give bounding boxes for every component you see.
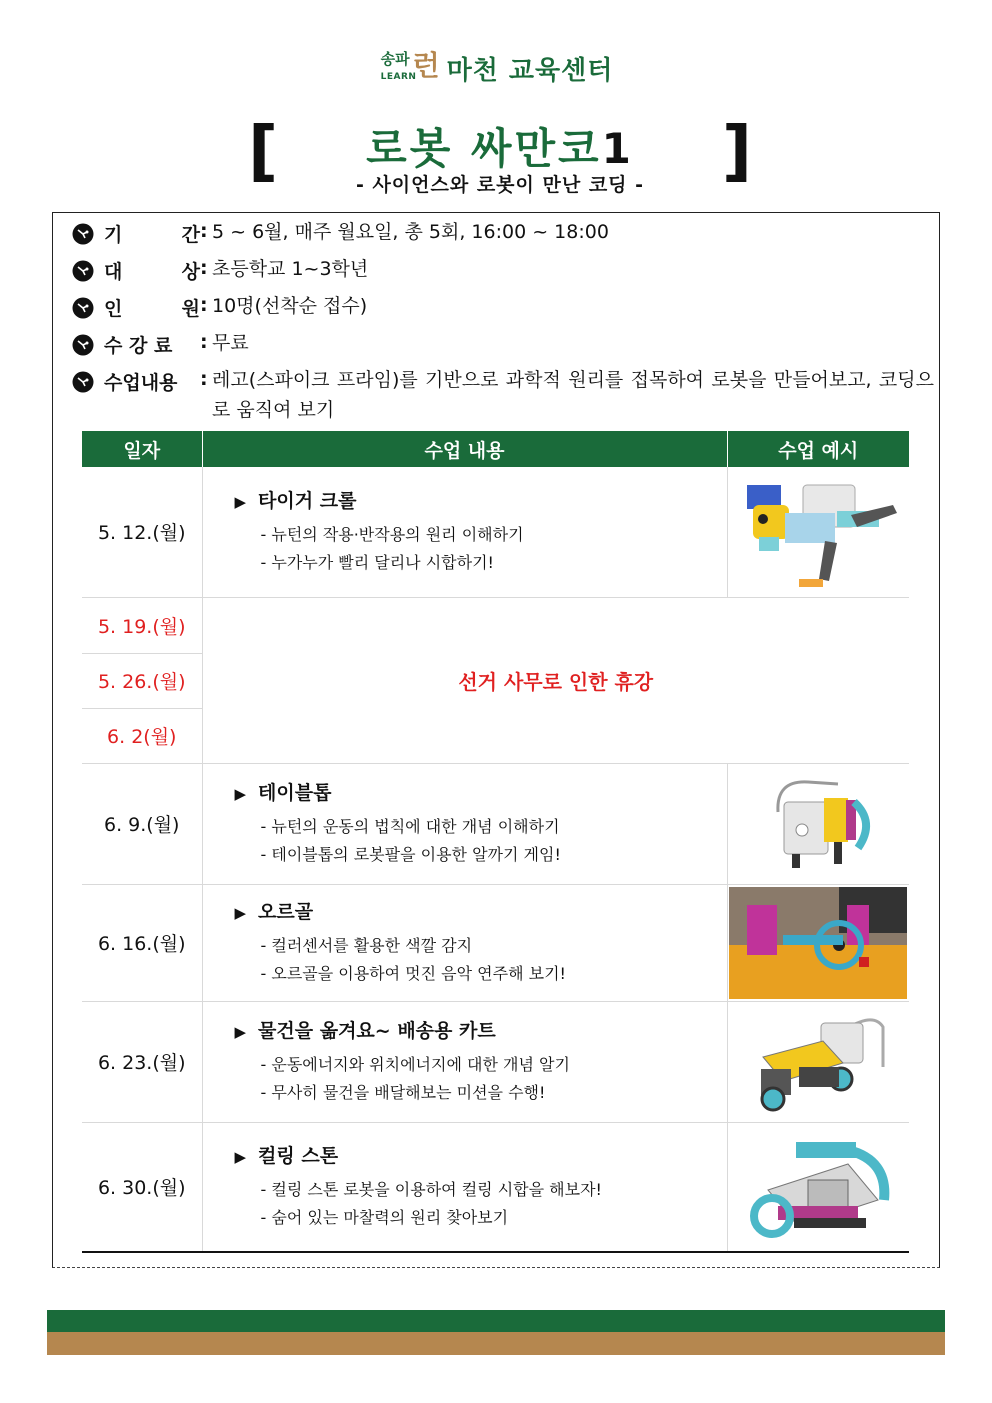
lesson-line: - 뉴턴의 작용·반작용의 원리 이해하기	[260, 525, 524, 545]
info-value: 무료	[212, 332, 249, 354]
wrench-bullet-icon	[72, 297, 94, 319]
play-arrow-icon: ▶	[234, 904, 247, 922]
play-arrow-icon: ▶	[234, 493, 247, 512]
row-content	[202, 1001, 727, 1122]
logo-big-text: 런	[412, 49, 440, 82]
header-example: 수업 예시	[727, 431, 909, 467]
music-box-robot-image	[729, 887, 907, 999]
info-row-capacity	[72, 294, 936, 331]
lesson-title: ▶ 물건을 옮겨요~ 배송용 카트	[234, 1020, 496, 1042]
info-colon: :	[200, 294, 208, 316]
row-date: 5. 26.(월)	[82, 653, 202, 708]
lesson-line: - 누가누가 빨리 달리나 시합하기!	[260, 553, 494, 573]
table-row	[82, 467, 909, 597]
info-colon: :	[200, 257, 208, 279]
songpa-learn-logo	[379, 48, 441, 88]
row-date: 6. 30.(월)	[82, 1122, 202, 1252]
header-content: 수업 내용	[202, 431, 727, 467]
lesson-line: - 컬러센서를 활용한 색깔 감지	[260, 936, 473, 955]
info-colon: :	[200, 368, 208, 390]
lesson-line: - 뉴턴의 운동의 법칙에 대한 개념 이해하기	[260, 817, 560, 836]
play-arrow-icon: ▶	[234, 1148, 247, 1167]
row-date: 6. 16.(월)	[82, 884, 202, 1001]
table-row	[82, 1001, 909, 1122]
info-label: 수업내용	[104, 372, 178, 394]
lesson-line: - 컬링 스톤 로봇을 이용하여 컬링 시합을 해보자!	[260, 1180, 602, 1200]
row-date: 6. 23.(월)	[82, 1001, 202, 1122]
info-value: 10명(선착순 접수)	[212, 295, 368, 317]
wrench-bullet-icon	[72, 223, 94, 245]
info-label: 기 간	[104, 224, 200, 246]
lesson-line: - 테이블톱의 로봇팔을 이용한 알까기 게임!	[260, 845, 561, 864]
row-content	[202, 467, 727, 597]
logo-learn-text: LEARN	[380, 72, 417, 82]
tiger-crawl-robot-image	[733, 471, 903, 593]
row-image	[727, 763, 909, 884]
wrench-bullet-icon	[72, 371, 94, 393]
curling-stone-robot-image	[738, 1130, 898, 1244]
info-colon: :	[200, 220, 208, 242]
play-arrow-icon: ▶	[234, 1023, 247, 1041]
holiday-notice: 선거 사무로 인한 휴강	[202, 597, 909, 763]
table-row	[82, 763, 909, 884]
header-logo	[0, 48, 992, 88]
title-bracket-left: [	[248, 112, 279, 189]
page-subtitle: - 사이언스와 로봇이 만난 코딩 -	[355, 174, 645, 196]
logo-top-text: 송파	[380, 50, 410, 68]
row-image	[727, 467, 909, 597]
title-block	[248, 112, 752, 196]
page-title-text: 로봇 싸만코	[366, 124, 602, 173]
lesson-line: - 오르골을 이용하여 멋진 음악 연주해 보기!	[260, 964, 566, 983]
row-image	[727, 1122, 909, 1252]
info-row-content	[72, 368, 936, 428]
delivery-cart-robot-image	[743, 1007, 893, 1117]
page-title	[248, 116, 752, 176]
row-date: 5. 12.(월)	[82, 467, 202, 597]
lesson-line: - 운동에너지와 위치에너지에 대한 개념 알기	[260, 1055, 570, 1074]
schedule-table	[82, 431, 909, 1253]
info-value: 레고(스파이크 프라임)를 기반으로 과학적 원리를 접목하여 로봇을 만들어보고, 코딩으로 움직여 보기	[212, 369, 934, 421]
row-content	[202, 1122, 727, 1252]
play-arrow-icon: ▶	[234, 785, 247, 803]
row-date: 5. 19.(월)	[82, 597, 202, 653]
lesson-title: ▶ 타이거 크롤	[234, 490, 357, 513]
row-image	[727, 884, 909, 1001]
lesson-title: ▶ 테이블톱	[234, 782, 332, 804]
info-row-target	[72, 257, 936, 294]
table-row	[82, 884, 909, 1001]
lesson-title: ▶ 오르골	[234, 901, 314, 923]
page-title-number: 1	[601, 124, 634, 173]
info-label: 수 강 료	[104, 335, 173, 357]
info-label: 인 원	[104, 298, 200, 320]
info-label: 대 상	[104, 261, 200, 283]
header-date: 일자	[82, 431, 202, 467]
center-name: 마천 교육센터	[446, 55, 614, 86]
row-content	[202, 884, 727, 1001]
info-value: 5 ~ 6월, 매주 월요일, 총 5회, 16:00 ~ 18:00	[212, 221, 609, 243]
table-row	[82, 597, 909, 653]
lesson-line: - 숨어 있는 마찰력의 원리 찾아보기	[260, 1208, 509, 1228]
lesson-line: - 무사히 물건을 배달해보는 미션을 수행!	[260, 1083, 546, 1102]
info-list	[72, 220, 936, 428]
table-header-row	[82, 431, 909, 467]
tabletop-robot-image	[758, 772, 878, 876]
footer-bar-green	[47, 1310, 945, 1332]
row-date: 6. 9.(월)	[82, 763, 202, 884]
info-colon: :	[200, 331, 208, 353]
table-row	[82, 1122, 909, 1252]
title-bracket-right: ]	[721, 112, 752, 189]
info-row-fee	[72, 331, 936, 368]
info-row-period	[72, 220, 936, 257]
wrench-bullet-icon	[72, 334, 94, 356]
row-image	[727, 1001, 909, 1122]
row-date: 6. 2(월)	[82, 708, 202, 763]
row-content	[202, 763, 727, 884]
wrench-bullet-icon	[72, 260, 94, 282]
lesson-title: ▶ 컬링 스톤	[234, 1145, 339, 1168]
footer-bar-brown	[47, 1332, 945, 1355]
info-value: 초등학교 1~3학년	[212, 258, 369, 280]
